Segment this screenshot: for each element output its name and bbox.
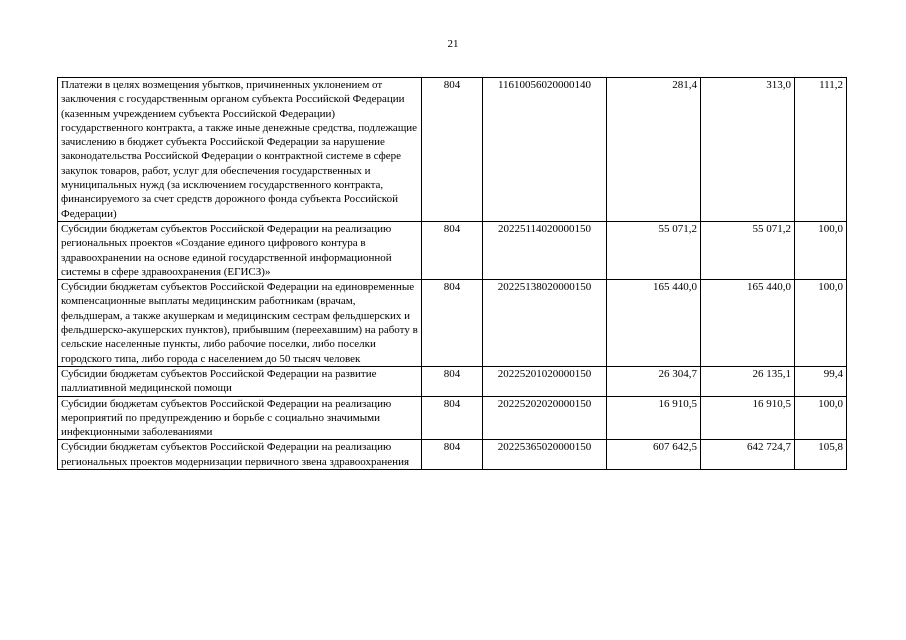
plan-amount-cell: 26 304,7	[607, 366, 701, 396]
plan-amount-cell: 281,4	[607, 78, 701, 222]
kbk-code-cell: 20225114020000150	[483, 221, 607, 279]
admin-code-cell: 804	[422, 440, 483, 470]
plan-amount-cell: 165 440,0	[607, 280, 701, 367]
table-row	[58, 440, 847, 470]
plan-amount-cell: 607 642,5	[607, 440, 701, 470]
percent-cell: 105,8	[795, 440, 847, 470]
income-name-cell: Субсидии бюджетам субъектов Российской Федерации на развитие паллиативной медицинской помощи	[58, 366, 422, 396]
kbk-code-cell: 20225138020000150	[483, 280, 607, 367]
percent-cell: 100,0	[795, 280, 847, 367]
fact-amount-cell: 26 135,1	[701, 366, 795, 396]
budget-table	[57, 77, 847, 470]
fact-amount-cell: 165 440,0	[701, 280, 795, 367]
percent-cell: 100,0	[795, 396, 847, 440]
table-row	[58, 280, 847, 367]
table-row	[58, 221, 847, 279]
income-name-cell: Субсидии бюджетам субъектов Российской Федерации на реализацию региональных проектов модернизации первичного звена здравоохранения	[58, 440, 422, 470]
table-row	[58, 366, 847, 396]
percent-cell: 100,0	[795, 221, 847, 279]
table-row	[58, 396, 847, 440]
income-name-cell: Субсидии бюджетам субъектов Российской Федерации на реализацию региональных проектов «Создание единого цифрового контура в здравоохранении на основе единой государственной информационной системы в сфере здравоохранения (ЕГИСЗ)»	[58, 221, 422, 279]
admin-code-cell: 804	[422, 221, 483, 279]
kbk-code-cell: 20225365020000150	[483, 440, 607, 470]
plan-amount-cell: 16 910,5	[607, 396, 701, 440]
income-name-cell: Субсидии бюджетам субъектов Российской Федерации на единовременные компенсационные выплаты медицинским работникам (врачам, фельдшерам, а также акушеркам и медицинским сестрам фельдшерских и фельдшерско-акушерских пунктов), прибывшим (переехавшим) на работу в сельские населенные пункты, либо рабочие поселки, либо поселки городского типа, либо города с населением до 50 тысяч человек	[58, 280, 422, 367]
admin-code-cell: 804	[422, 396, 483, 440]
income-name-cell: Платежи в целях возмещения убытков, причиненных уклонением от заключения с государственным органом субъекта Российской Федерации (казенным учреждением субъекта Российской Федерации) государственного контракта, а также иные денежные средства, подлежащие зачислению в бюджет субъекта Российской Федерации за нарушение законодательства Российской Федерации о контрактной системе в сфере закупок товаров, работ, услуг для обеспечения государственных и муниципальных нужд (за исключением государственного контракта, финансируемого за счет средств дорожного фонда субъекта Российской Федерации)	[58, 78, 422, 222]
kbk-code-cell: 20225202020000150	[483, 396, 607, 440]
income-name-cell: Субсидии бюджетам субъектов Российской Федерации на реализацию мероприятий по предупреждению и борьбе с социально значимыми инфекционными заболеваниями	[58, 396, 422, 440]
percent-cell: 111,2	[795, 78, 847, 222]
admin-code-cell: 804	[422, 366, 483, 396]
plan-amount-cell: 55 071,2	[607, 221, 701, 279]
fact-amount-cell: 642 724,7	[701, 440, 795, 470]
admin-code-cell: 804	[422, 280, 483, 367]
table-row	[58, 78, 847, 222]
admin-code-cell: 804	[422, 78, 483, 222]
kbk-code-cell: 11610056020000140	[483, 78, 607, 222]
fact-amount-cell: 313,0	[701, 78, 795, 222]
page-number: 21	[447, 38, 459, 50]
fact-amount-cell: 55 071,2	[701, 221, 795, 279]
kbk-code-cell: 20225201020000150	[483, 366, 607, 396]
percent-cell: 99,4	[795, 366, 847, 396]
fact-amount-cell: 16 910,5	[701, 396, 795, 440]
